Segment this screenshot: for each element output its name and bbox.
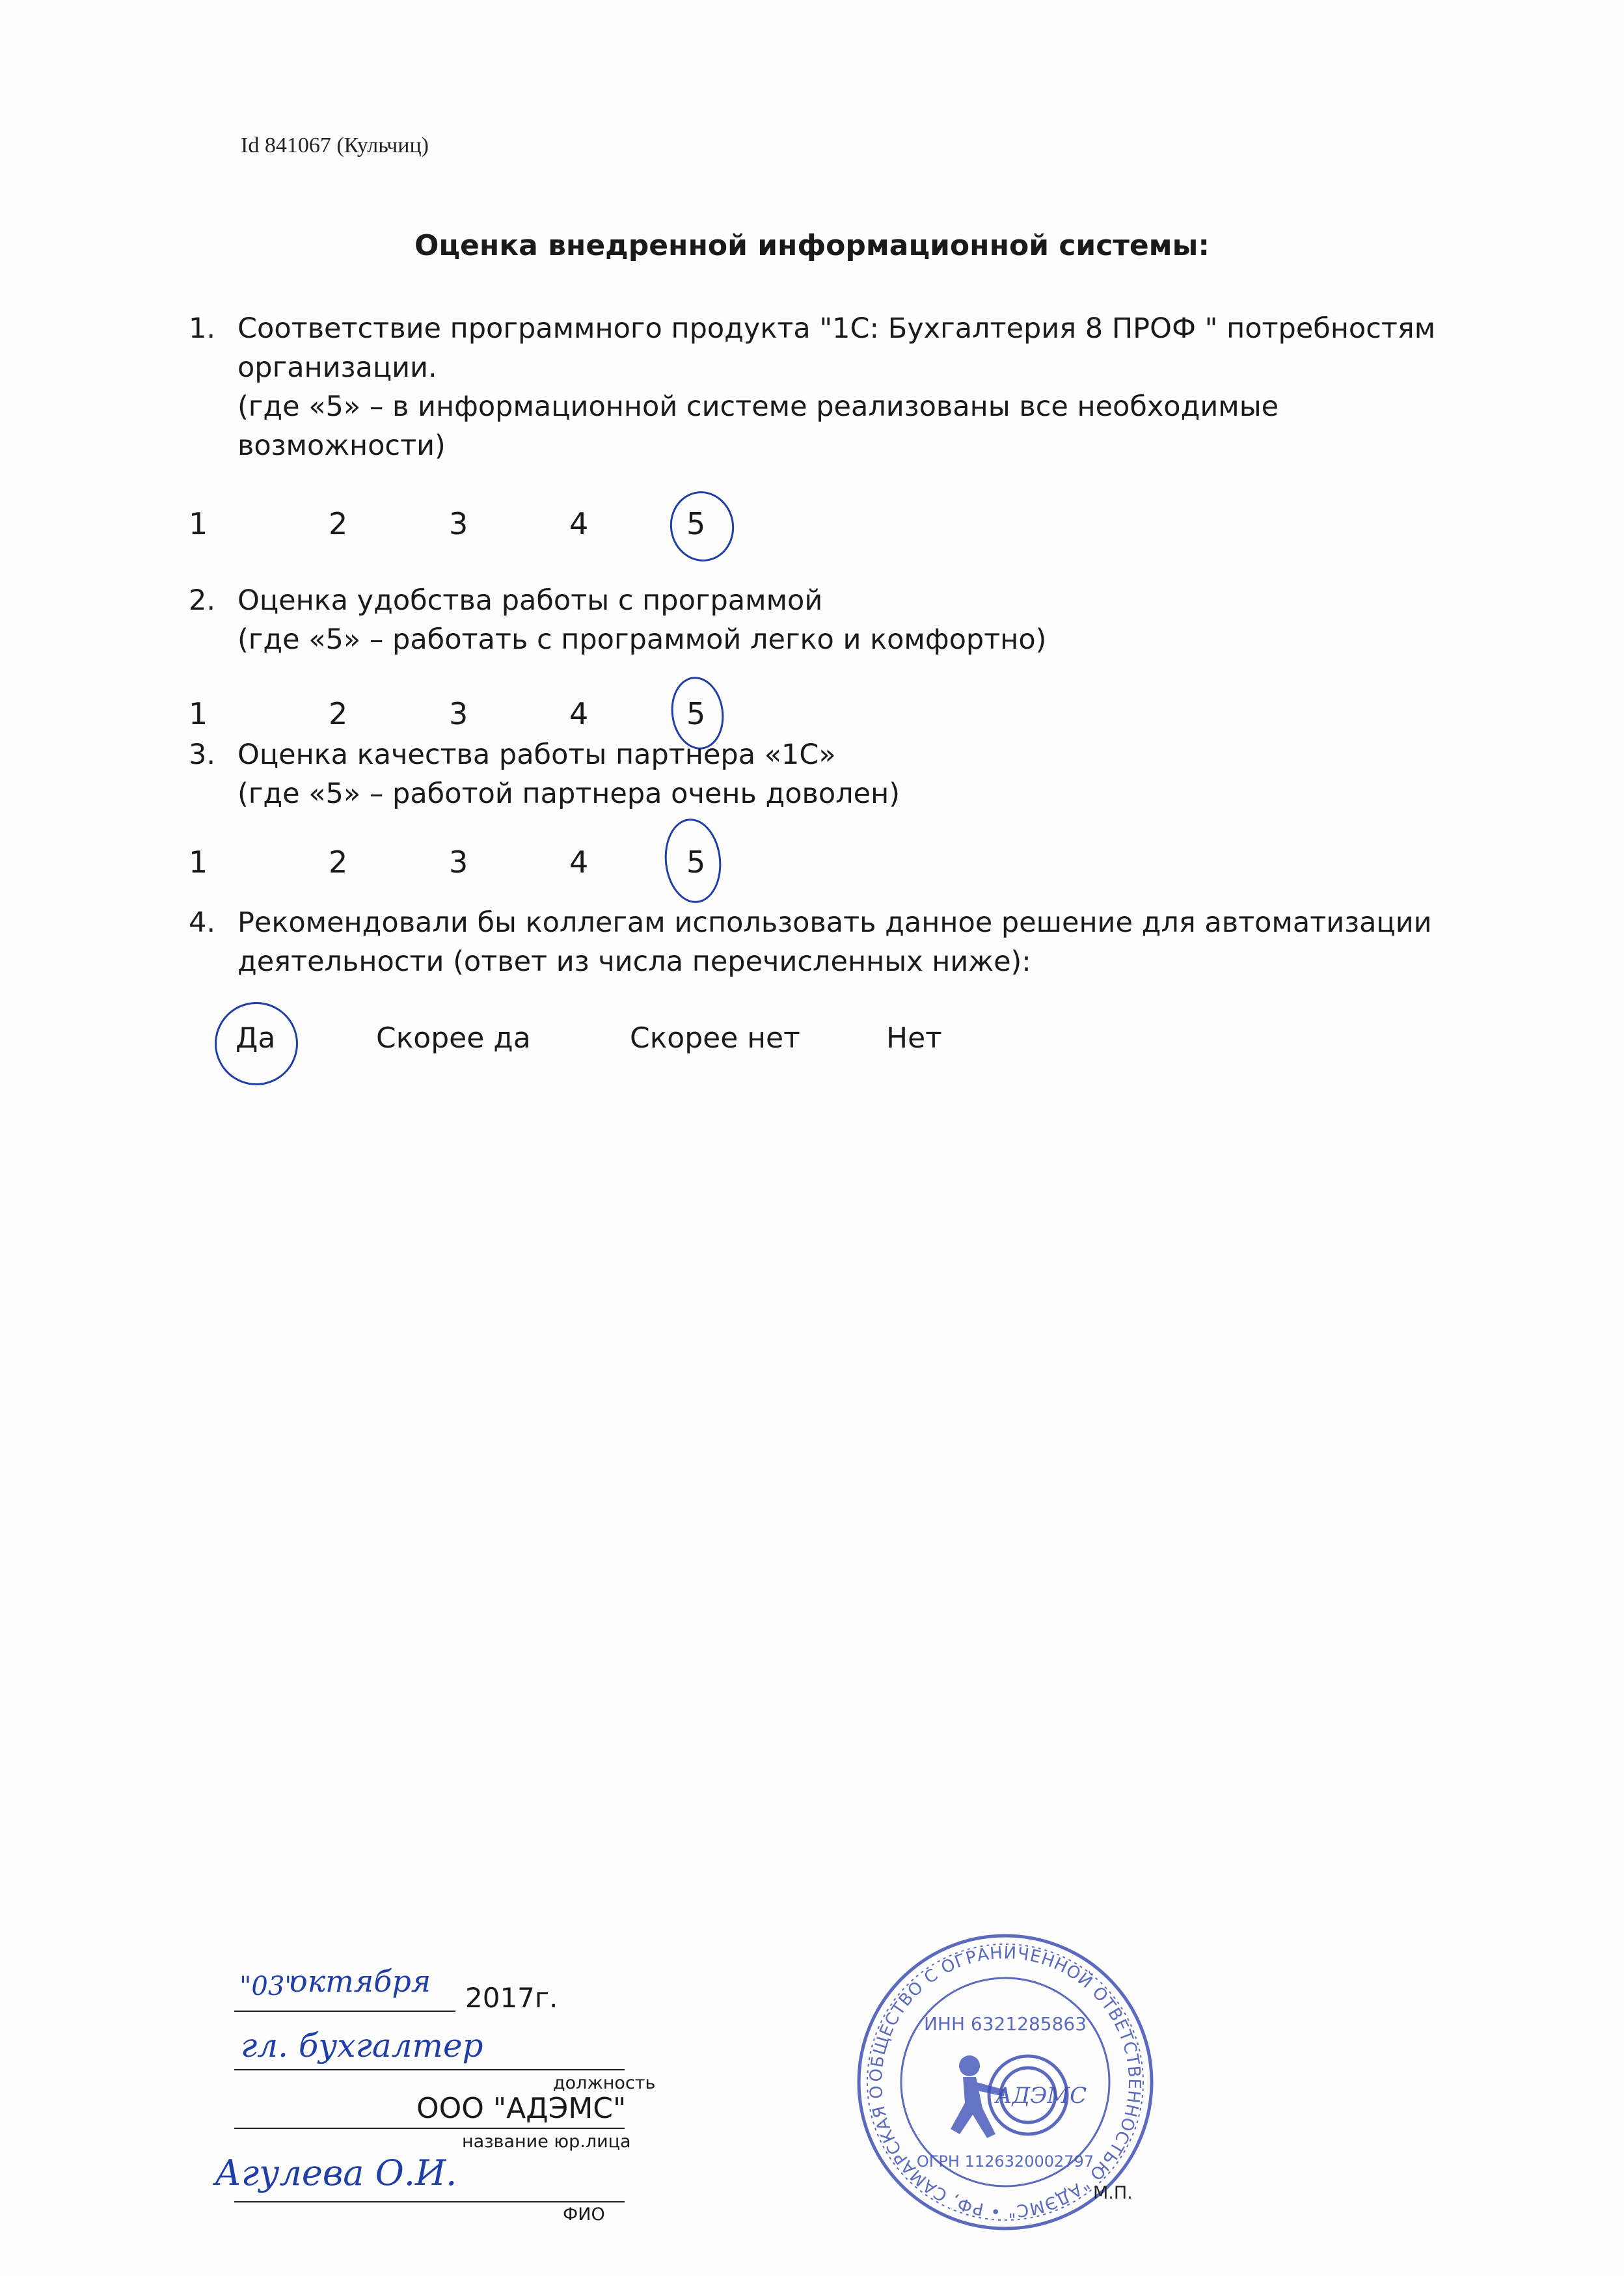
document-id: Id 841067 (Кульчиц) — [241, 133, 429, 157]
rating-option-selected[interactable]: 5 — [686, 845, 706, 880]
question-line: (где «5» – работой партнера очень доволен) — [237, 778, 900, 810]
seal-ogrn: ОГРН 1126320002797 — [916, 2152, 1094, 2171]
question-number: 3. — [189, 738, 216, 771]
answer-option[interactable]: Скорее нет — [630, 1022, 800, 1055]
seal-outer-text: ОБЩЕСТВО С ОГРАНИЧЕННОЙ ОТВЕТСТВЕННОСТЬЮ "АДЭМС" • РФ, САМАРСКАЯ О — [866, 1943, 1144, 2221]
position-value: гл. бухгалтер — [241, 2027, 483, 2065]
date-year: 2017г. — [465, 1982, 558, 2014]
signature-block — [215, 1945, 656, 2225]
date-month: октября — [290, 1964, 431, 1999]
position-label: должность — [553, 2073, 656, 2093]
fio-value: Агулева О.И. — [215, 2152, 457, 2193]
rating-option[interactable]: 1 — [189, 506, 208, 541]
question-number: 4. — [189, 906, 216, 939]
rating-option[interactable]: 3 — [449, 845, 468, 880]
rating-option-selected[interactable]: 5 — [686, 696, 706, 731]
question-line: организации. — [237, 351, 437, 384]
rating-option[interactable]: 3 — [449, 506, 468, 541]
rating-option[interactable]: 4 — [569, 696, 589, 731]
question-line: Рекомендовали бы коллегам использовать данное решение для автоматизации — [237, 906, 1432, 939]
question-text — [237, 309, 1539, 465]
answer-option-selected[interactable]: Да — [236, 1022, 276, 1055]
rating-option-selected[interactable]: 5 — [686, 506, 706, 541]
rating-option[interactable]: 2 — [329, 506, 348, 541]
question-line: деятельности (ответ из числа перечисленных ниже): — [237, 945, 1031, 978]
rating-option[interactable]: 4 — [569, 506, 589, 541]
question-line: (где «5» – в информационной системе реализованы все необходимые — [237, 390, 1279, 423]
question-text — [237, 581, 1539, 659]
org-label: название юр.лица — [462, 2132, 631, 2152]
question-line: возможности) — [237, 429, 446, 462]
question-line: (где «5» – работать с программой легко и комфортно) — [237, 623, 1047, 656]
company-seal — [843, 1926, 1168, 2238]
date-day: "03" — [239, 1971, 297, 2001]
fio-label: ФИО — [563, 2204, 605, 2225]
answer-option[interactable]: Скорее да — [376, 1022, 531, 1055]
question-number: 2. — [189, 584, 216, 617]
seal-logo-text: АДЭМС — [995, 2083, 1087, 2109]
question-number: 1. — [189, 312, 216, 345]
question-text — [237, 735, 1539, 813]
date-line — [234, 2011, 455, 2012]
position-line — [234, 2069, 625, 2070]
org-name: ООО "АДЭМС" — [416, 2092, 627, 2125]
question-line: Оценка удобства работы с программой — [237, 584, 823, 617]
mp-label: М.П. — [1093, 2183, 1133, 2203]
rating-scale-1 — [0, 506, 1624, 552]
page-title: Оценка внедренной информационной системы: — [414, 229, 1210, 262]
question-text — [237, 903, 1539, 981]
rating-option[interactable]: 2 — [329, 696, 348, 731]
question-line: Соответствие программного продукта "1С: Бухгалтерия 8 ПРОФ " потребностям — [237, 312, 1436, 345]
rating-option[interactable]: 3 — [449, 696, 468, 731]
rating-scale-3 — [0, 845, 1624, 890]
answer-option[interactable]: Нет — [886, 1022, 942, 1055]
fio-line — [234, 2201, 625, 2202]
rating-option[interactable]: 4 — [569, 845, 589, 880]
rating-option[interactable]: 1 — [189, 845, 208, 880]
org-line — [234, 2128, 625, 2129]
rating-option[interactable]: 2 — [329, 845, 348, 880]
question-line: Оценка качества работы партнера «1С» — [237, 738, 836, 771]
seal-inn: ИНН 6321285863 — [923, 2013, 1087, 2035]
rating-option[interactable]: 1 — [189, 696, 208, 731]
